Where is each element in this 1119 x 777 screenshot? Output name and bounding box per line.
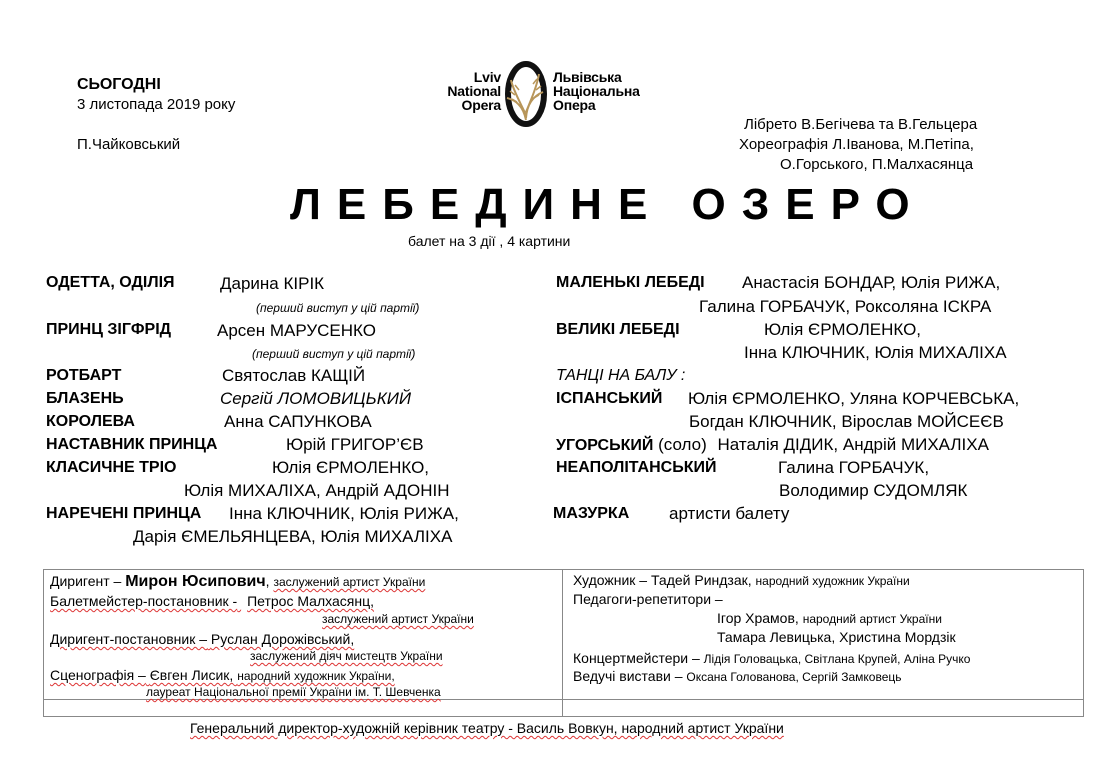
director-conductor-title: заслужений діяч мистецтв України bbox=[250, 649, 443, 663]
role-neapolitan: НЕАПОЛІТАНСЬКИЙ bbox=[556, 459, 717, 476]
role-hungarian: УГОРСЬКИЙ bbox=[556, 437, 654, 454]
director-conductor-name: Руслан Дорожівський, bbox=[210, 631, 355, 647]
choreography-credit: Хореографія Л.Іванова, М.Петіпа, bbox=[739, 136, 974, 153]
show-leads-names: Оксана Голованова, Сергій Замковець bbox=[686, 670, 902, 684]
name-queen: Анна САПУНКОВА bbox=[224, 412, 372, 431]
artist-line bbox=[573, 572, 910, 588]
ballet-subtitle: балет на 3 дії , 4 картини bbox=[408, 233, 571, 249]
scenography-title-2: лауреат Національної премії України ім. Т. Шевченка bbox=[146, 685, 441, 699]
role-odetta: ОДЕТТА, ОДІЛІЯ bbox=[46, 274, 175, 291]
tutor-1-line bbox=[717, 610, 942, 626]
tutor-2-names: Тамара Левицька, Христина Мордзік bbox=[717, 629, 956, 645]
name-prince: Арсен МАРУСЕНКО bbox=[217, 321, 376, 340]
names-classical-trio-2: Юлія МИХАЛІХА, Андрій АДОНІН bbox=[184, 481, 450, 500]
names-spanish-2: Богдан КЛЮЧНИК, Вірослав МОЙСЕЄВ bbox=[689, 412, 1004, 431]
names-hungarian: Наталія ДІДИК, Андрій МИХАЛІХА bbox=[717, 435, 989, 454]
hungarian-solo: (соло) bbox=[658, 435, 707, 454]
scenography-label: Сценографія – bbox=[50, 667, 146, 683]
tutor-1-name: Ігор Храмов, bbox=[717, 610, 799, 626]
name-tutor: Юрій ГРИГОР’ЄВ bbox=[286, 435, 424, 454]
director-conductor-label: Диригент-постановник – bbox=[50, 631, 208, 647]
concertmasters-names: Лідія Головацька, Світлана Крупей, Аліна Ручко bbox=[703, 652, 971, 666]
scenography-title-1: народний художник України, bbox=[237, 669, 395, 683]
logo-emblem-icon bbox=[503, 60, 549, 128]
concertmasters-line bbox=[573, 650, 970, 666]
conductor-name: Мирон Юсипович bbox=[125, 573, 266, 590]
ballet-master-title: заслужений артист України bbox=[322, 612, 474, 626]
conductor-line: Диригент – Мирон Юсипович, заслужений артист України bbox=[50, 573, 426, 590]
conductor-label: Диригент – bbox=[50, 573, 122, 589]
names-brides-1: Інна КЛЮЧНИК, Юлія РИЖА, bbox=[229, 504, 459, 523]
note-odetta: (перший виступ у цій партії) bbox=[256, 301, 420, 315]
artist-label: Художник – bbox=[573, 572, 648, 588]
scenography-name: Євген Лисик, bbox=[149, 667, 234, 683]
general-director: Генеральний директор-художній керівник театру - Василь Вовкун, народний артист України bbox=[190, 720, 784, 736]
opera-logo bbox=[413, 60, 658, 128]
role-spanish: ІСПАНСЬКИЙ bbox=[556, 390, 663, 407]
tutors-label: Педагоги-репетитори – bbox=[573, 591, 723, 607]
names-big-swans-1: Юлія ЄРМОЛЕНКО, bbox=[764, 320, 922, 339]
name-rotbart: Святослав КАЩІЙ bbox=[222, 366, 366, 385]
performance-date: 3 листопада 2019 року bbox=[77, 96, 236, 113]
artist-name: Тадей Риндзак, bbox=[650, 572, 752, 588]
show-leads-line bbox=[573, 668, 902, 684]
conductor-title: заслужений артист України bbox=[273, 575, 426, 589]
logo-text-en: Lviv National Opera bbox=[447, 69, 501, 113]
note-prince: (перший виступ у цій партії) bbox=[252, 347, 416, 361]
role-classical-trio: КЛАСИЧНЕ ТРІО bbox=[46, 459, 177, 476]
names-small-swans-1: Анастасія БОНДАР, Юлія РИЖА, bbox=[742, 273, 1001, 292]
tutor-1-title: народний артист України bbox=[802, 612, 942, 626]
ballet-title: ЛЕБЕДИНЕ ОЗЕРО bbox=[290, 180, 926, 229]
role-queen: КОРОЛЕВА bbox=[46, 413, 135, 430]
names-spanish-1: Юлія ЄРМОЛЕНКО, Уляна КОРЧЕВСЬКА, bbox=[688, 389, 1020, 408]
names-small-swans-2: Галина ГОРБАЧУК, Роксоляна ІСКРА bbox=[699, 297, 992, 316]
show-leads-label: Ведучі вистави – bbox=[573, 668, 683, 684]
role-rotbart: РОТБАРТ bbox=[46, 367, 122, 384]
role-prince: ПРИНЦ ЗІГФРІД bbox=[46, 321, 172, 338]
artist-title: народний художник України bbox=[755, 574, 910, 588]
choreography-credit-2: О.Горського, П.Малхасянца bbox=[780, 156, 974, 173]
scenography-line bbox=[50, 667, 395, 683]
libretto-credit: Лібрето В.Бегічева та В.Гельцера bbox=[744, 116, 978, 133]
role-tutor: НАСТАВНИК ПРИНЦА bbox=[46, 436, 218, 453]
names-neapolitan-2: Володимир СУДОМЛЯК bbox=[779, 481, 968, 500]
concertmasters-label: Концертмейстери – bbox=[573, 650, 700, 666]
name-jester: Сергій ЛОМОВИЦЬКИЙ bbox=[220, 389, 412, 408]
role-mazurka: МАЗУРКА bbox=[553, 505, 630, 522]
director-conductor-line bbox=[50, 631, 354, 647]
composer: П.Чайковський bbox=[77, 136, 181, 153]
names-classical-trio-1: Юлія ЄРМОЛЕНКО, bbox=[272, 458, 430, 477]
role-jester: БЛАЗЕНЬ bbox=[46, 390, 124, 407]
credits-empty-right bbox=[563, 700, 1084, 717]
ballet-master-line bbox=[50, 593, 374, 609]
name-odetta: Дарина КІРІК bbox=[220, 274, 325, 293]
role-brides: НАРЕЧЕНІ ПРИНЦА bbox=[46, 505, 202, 522]
names-neapolitan-1: Галина ГОРБАЧУК, bbox=[778, 458, 930, 477]
names-big-swans-2: Інна КЛЮЧНИК, Юлія МИХАЛІХА bbox=[744, 343, 1007, 362]
credits-empty-left bbox=[44, 700, 563, 717]
ballet-master-label: Балетмейстер-постановник - bbox=[50, 593, 238, 609]
ballet-master-name: Петрос Малхасянц, bbox=[247, 593, 374, 609]
ball-dances-heading: ТАНЦІ НА БАЛУ : bbox=[556, 367, 686, 384]
hungarian-row bbox=[556, 435, 989, 455]
logo-text-ua: Львівська Національна Опера bbox=[553, 69, 640, 113]
role-small-swans: МАЛЕНЬКІ ЛЕБЕДІ bbox=[556, 274, 705, 291]
role-big-swans: ВЕЛИКІ ЛЕБЕДІ bbox=[556, 321, 680, 338]
names-mazurka: артисти балету bbox=[669, 504, 790, 523]
today-label: СЬОГОДНІ bbox=[77, 76, 161, 93]
names-brides-2: Дарія ЄМЕЛЬЯНЦЕВА, Юлія МИХАЛІХА bbox=[133, 527, 453, 546]
